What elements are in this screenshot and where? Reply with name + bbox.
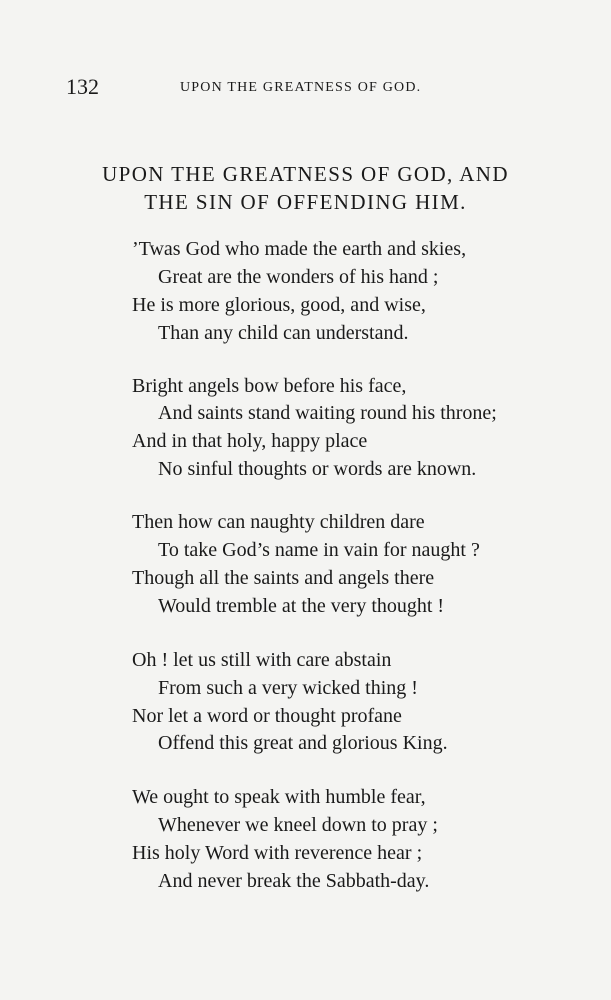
page-number: 132 bbox=[66, 74, 99, 99]
poem-line: Though all the saints and angels there bbox=[132, 567, 435, 589]
running-title: UPON THE GREATNESS OF GOD. bbox=[180, 80, 422, 95]
poem-line: Then how can naughty children dare bbox=[132, 511, 425, 533]
poem-line: Oh ! let us still with care abstain bbox=[132, 649, 392, 671]
poem-title-line-1: UPON THE GREATNESS OF GOD, AND bbox=[102, 162, 509, 186]
poem-line: From such a very wicked thing ! bbox=[158, 677, 418, 699]
poem-line: Nor let a word or thought profane bbox=[132, 705, 402, 727]
poem-line: Offend this great and glorious King. bbox=[158, 732, 448, 754]
poem-line: No sinful thoughts or words are known. bbox=[158, 458, 477, 480]
poem-line: Would tremble at the very thought ! bbox=[158, 595, 445, 617]
poem-line: And saints stand waiting round his throne; bbox=[158, 402, 497, 424]
poem-line: His holy Word with reverence hear ; bbox=[132, 842, 423, 864]
poem-title-line-2: THE SIN OF OFFENDING HIM. bbox=[144, 190, 467, 214]
poem-line: And in that holy, happy place bbox=[132, 430, 368, 452]
poem-line: Whenever we kneel down to pray ; bbox=[158, 814, 438, 836]
poem-line: To take God’s name in vain for naught ? bbox=[158, 539, 480, 561]
poem-line: Bright angels bow before his face, bbox=[132, 375, 407, 397]
poem-line: Than any child can understand. bbox=[158, 322, 409, 344]
poem-line: ’Twas God who made the earth and skies, bbox=[132, 238, 467, 260]
poem-line: Great are the wonders of his hand ; bbox=[158, 266, 439, 288]
poem-line: He is more glorious, good, and wise, bbox=[132, 294, 426, 316]
poem-line: And never break the Sabbath-day. bbox=[158, 870, 430, 892]
poem-line: We ought to speak with humble fear, bbox=[132, 786, 426, 808]
